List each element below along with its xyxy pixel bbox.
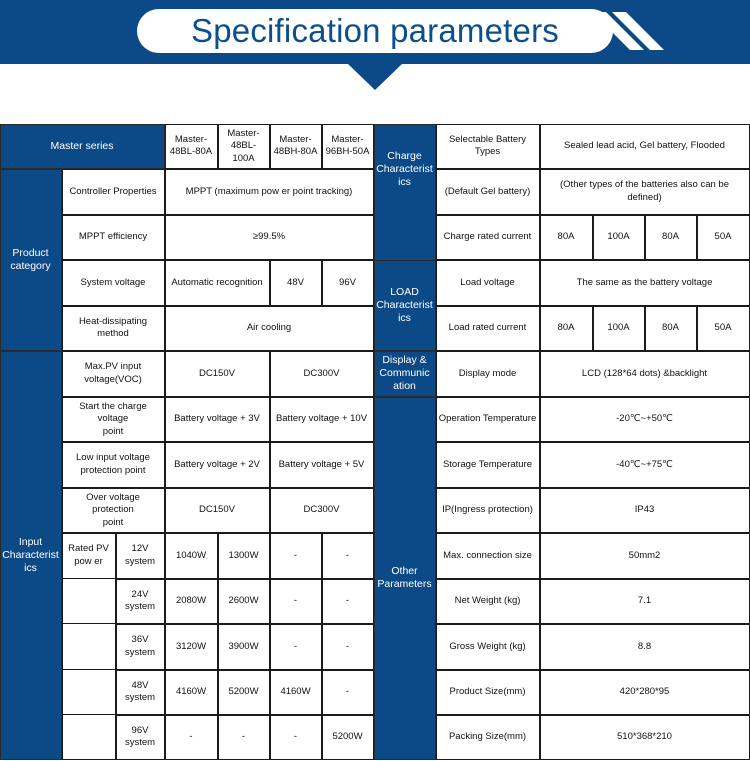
other-param-label-3-text: Max. connection size — [443, 549, 532, 561]
low-input-protection-high-models-text: Battery voltage + 5V — [278, 458, 365, 470]
load-rated-current-2 — [645, 306, 697, 352]
other-param-value-0-text: -20℃~+50℃ — [616, 413, 673, 424]
rated-pv-value-2-0 — [165, 624, 218, 670]
other-parameters-group-text: Other Parameters — [377, 565, 432, 590]
default-battery-label-text: (Default Gel battery) — [444, 185, 531, 197]
charge-rated-current-0-text: 80A — [557, 231, 575, 242]
display-mode-label-text: Display mode — [458, 367, 517, 379]
other-param-label-7 — [436, 715, 540, 760]
system-voltage-96v-text: 96V — [339, 276, 356, 288]
model-header-2 — [270, 124, 322, 170]
load-rated-current-0-text: 80A — [557, 322, 575, 333]
controller-properties-value-text: MPPT (maximum pow er point tracking) — [185, 185, 353, 197]
rated-pv-system-4-text: 96V system — [124, 724, 156, 749]
model-header-3 — [322, 124, 374, 170]
low-input-protection-label — [62, 442, 165, 488]
controller-properties-value — [165, 169, 374, 215]
display-mode-label — [436, 351, 540, 397]
charge-rated-current-1 — [593, 215, 645, 261]
low-input-protection-label-text: Low input voltage protection point — [76, 452, 150, 476]
rated-pv-power-spacer — [62, 624, 116, 670]
max-pv-voltage-high-models-text: DC300V — [303, 367, 340, 379]
other-param-value-5-text: 8.8 — [637, 640, 652, 652]
rated-pv-value-1-2 — [270, 579, 322, 625]
rated-pv-value-4-2 — [270, 715, 322, 760]
default-battery-value-text: (Other types of the batteries also can be defined) — [560, 179, 729, 203]
input-characteristics-group-text: Input Characterist ics — [2, 535, 59, 574]
heat-dissipating-label-text: Heat-dissipating method — [78, 315, 148, 340]
rated-pv-value-4-0-text: - — [189, 731, 193, 742]
rated-pv-power-spacer — [62, 579, 116, 625]
rated-pv-value-0-1-text: 1300W — [228, 549, 259, 561]
heat-dissipating-value-text: Air cooling — [246, 322, 292, 333]
mppt-efficiency-label-text: MPPT efficiency — [78, 231, 148, 242]
rated-pv-value-3-2 — [270, 670, 322, 716]
rated-pv-value-0-3 — [322, 533, 374, 579]
rated-pv-value-3-2-text: 4160W — [280, 686, 311, 697]
rated-pv-value-3-1 — [218, 670, 270, 716]
display-communication-group-text: Display & Communic ation — [379, 354, 430, 393]
rated-pv-value-1-0 — [165, 579, 218, 625]
charge-characteristics-group-cont — [374, 215, 436, 261]
mppt-efficiency-value-text: ≥99.5% — [252, 231, 286, 242]
model-header-1 — [218, 124, 270, 170]
charge-rated-current-1-text: 100A — [607, 231, 630, 242]
rated-pv-value-1-1 — [218, 579, 270, 625]
default-battery-label — [436, 169, 540, 215]
max-pv-voltage-low-models-text: DC150V — [199, 367, 235, 379]
load-rated-current-2-text: 80A — [662, 322, 679, 333]
other-param-label-3 — [436, 533, 540, 579]
input-characteristics-group — [0, 351, 62, 760]
start-charge-label-text: Start the charge voltage point — [79, 400, 147, 437]
over-voltage-protection-high-models-text: DC300V — [303, 504, 340, 515]
rated-pv-value-3-3-text: - — [345, 686, 350, 697]
battery-types-value — [540, 124, 750, 170]
load-rated-current-3 — [697, 306, 750, 352]
rated-pv-system-1 — [116, 579, 165, 625]
rated-pv-value-1-1-text: 2600W — [228, 595, 259, 606]
system-voltage-48v — [270, 260, 322, 306]
battery-types-label — [436, 124, 540, 170]
heat-dissipating-value — [165, 306, 374, 352]
system-voltage-label-text: System voltage — [80, 276, 146, 288]
charge-rated-current-3 — [697, 215, 750, 261]
product-category-group — [0, 169, 62, 351]
load-characteristics-group-text: LOAD Characterist ics — [376, 286, 433, 324]
max-pv-voltage-label-text: Max.PV input voltage(VOC) — [84, 361, 142, 385]
load-rated-current-label — [436, 306, 540, 352]
battery-types-label-text: Selectable Battery Types — [448, 133, 527, 158]
other-param-value-1-text: -40℃~+75℃ — [616, 458, 673, 470]
other-param-value-2 — [540, 488, 750, 534]
load-rated-current-label-text: Load rated current — [448, 322, 527, 333]
rated-pv-value-2-3 — [322, 624, 374, 670]
master-series-header — [0, 124, 165, 170]
other-param-label-7-text: Packing Size(mm) — [448, 731, 527, 742]
other-param-value-2-text: IP43 — [634, 504, 655, 515]
other-param-value-6 — [540, 670, 750, 716]
load-rated-current-1 — [593, 306, 645, 352]
rated-pv-value-2-3-text: - — [345, 640, 350, 652]
rated-pv-value-3-0-text: 4160W — [175, 686, 207, 697]
charge-rated-current-0 — [540, 215, 593, 261]
charge-characteristics-group-text: Charge Characterist ics — [376, 150, 433, 188]
charge-rated-current-3-text: 50A — [714, 231, 732, 242]
other-param-value-4 — [540, 579, 750, 625]
rated-pv-value-4-1-text: - — [241, 731, 246, 742]
rated-pv-system-2 — [116, 624, 165, 670]
other-param-label-5 — [436, 624, 540, 670]
rated-pv-power-label-text: Rated PV pow er — [68, 543, 109, 567]
over-voltage-protection-high-models — [270, 488, 374, 534]
rated-pv-system-0-text: 12V system — [124, 543, 156, 567]
other-param-label-2-text: IP(Ingress protection) — [442, 504, 533, 515]
rated-pv-value-1-3-text: - — [345, 595, 350, 606]
other-param-value-5 — [540, 624, 750, 670]
other-param-label-6-text: Product Size(mm) — [449, 686, 526, 697]
over-voltage-protection-low-models — [165, 488, 270, 534]
rated-pv-system-0 — [116, 533, 165, 579]
spec-table — [0, 124, 750, 760]
rated-pv-value-0-2 — [270, 533, 322, 579]
over-voltage-protection-low-models-text: DC150V — [199, 504, 235, 515]
display-communication-group — [374, 351, 436, 397]
other-param-value-7-text: 510*368*210 — [617, 731, 672, 742]
rated-pv-value-1-2-text: - — [293, 595, 298, 606]
rated-pv-value-3-1-text: 5200W — [228, 686, 259, 697]
other-param-value-0 — [540, 397, 750, 443]
rated-pv-power-label — [62, 533, 116, 579]
rated-pv-system-3 — [116, 670, 165, 716]
product-category-group-text: Product category — [10, 247, 51, 272]
other-param-label-1-text: Storage Temperature — [442, 458, 533, 470]
other-parameters-group — [374, 397, 436, 760]
controller-properties-label — [62, 169, 165, 215]
charge-rated-current-2 — [645, 215, 697, 261]
low-input-protection-low-models-text: Battery voltage + 2V — [174, 458, 260, 470]
rated-pv-value-3-3 — [322, 670, 374, 716]
other-param-label-4-text: Net Weight (kg) — [454, 595, 521, 606]
rated-pv-value-0-0 — [165, 533, 218, 579]
model-header-1-text: Master- 48BL-100A — [227, 127, 260, 164]
load-rated-current-1-text: 100A — [607, 322, 630, 333]
other-param-value-3-text: 50mm2 — [628, 549, 661, 561]
model-header-0-text: Master- 48BL-80A — [169, 133, 213, 158]
banner-arrow — [348, 64, 402, 90]
rated-pv-value-2-1-text: 3900W — [228, 640, 259, 652]
other-param-label-0-text: Operation Temperature — [438, 413, 537, 424]
page-title: Specification parameters — [191, 12, 559, 49]
load-voltage-value — [540, 260, 750, 306]
rated-pv-value-2-1 — [218, 624, 270, 670]
rated-pv-power-spacer — [62, 670, 116, 716]
charge-rated-current-label-text: Charge rated current — [443, 231, 532, 242]
rated-pv-value-2-2 — [270, 624, 322, 670]
rated-pv-system-2-text: 36V system — [124, 634, 156, 658]
load-voltage-value-text: The same as the battery voltage — [576, 276, 713, 288]
display-mode-value — [540, 351, 750, 397]
other-param-value-3 — [540, 533, 750, 579]
over-voltage-protection-label-text: Over voltage protection point — [86, 491, 140, 528]
rated-pv-system-3-text: 48V system — [124, 679, 156, 704]
battery-types-value-text: Sealed lead acid, Gel battery, Flooded — [564, 140, 725, 151]
rated-pv-value-1-3 — [322, 579, 374, 625]
rated-pv-power-spacer — [62, 715, 116, 760]
charge-characteristics-group — [374, 124, 436, 215]
master-series-header-text: Master series — [50, 139, 114, 152]
start-charge-high-models — [270, 397, 374, 443]
rated-pv-value-3-0 — [165, 670, 218, 716]
rated-pv-system-1-text: 24V system — [124, 588, 156, 613]
default-battery-value — [540, 169, 750, 215]
load-voltage-label — [436, 260, 540, 306]
model-header-3-text: Master- 96BH-50A — [325, 133, 370, 158]
system-voltage-48v-text: 48V — [287, 276, 304, 288]
system-voltage-auto-text: Automatic recognition — [171, 276, 263, 288]
other-param-label-6 — [436, 670, 540, 716]
low-input-protection-low-models — [165, 442, 270, 488]
rated-pv-value-2-2-text: - — [293, 640, 298, 652]
start-charge-high-models-text: Battery voltage + 10V — [275, 413, 368, 424]
rated-pv-value-0-0-text: 1040W — [175, 549, 207, 561]
rated-pv-value-2-0-text: 3120W — [175, 640, 207, 652]
other-param-label-4 — [436, 579, 540, 625]
model-header-0 — [165, 124, 218, 170]
charge-rated-current-2-text: 80A — [662, 231, 679, 242]
mppt-efficiency-value — [165, 215, 374, 261]
heat-dissipating-label — [62, 306, 165, 352]
rated-pv-system-4 — [116, 715, 165, 760]
other-param-value-7 — [540, 715, 750, 760]
rated-pv-value-1-0-text: 2080W — [175, 595, 207, 606]
model-header-2-text: Master- 48BH-80A — [273, 133, 318, 158]
other-param-label-5-text: Gross Weight (kg) — [449, 640, 526, 652]
start-charge-low-models — [165, 397, 270, 443]
system-voltage-label — [62, 260, 165, 306]
system-voltage-96v — [322, 260, 374, 306]
start-charge-label — [62, 397, 165, 443]
other-param-label-0 — [436, 397, 540, 443]
max-pv-voltage-low-models — [165, 351, 270, 397]
display-mode-value-text: LCD (128*64 dots) &backlight — [581, 367, 708, 379]
rated-pv-value-4-2-text: - — [293, 731, 298, 742]
rated-pv-value-0-2-text: - — [293, 549, 298, 561]
load-rated-current-3-text: 50A — [714, 322, 732, 333]
controller-properties-label-text: Controller Properties — [69, 185, 157, 197]
max-pv-voltage-high-models — [270, 351, 374, 397]
other-param-value-6-text: 420*280*95 — [619, 686, 670, 697]
other-param-label-1 — [436, 442, 540, 488]
low-input-protection-high-models — [270, 442, 374, 488]
load-voltage-label-text: Load voltage — [460, 276, 515, 288]
rated-pv-value-0-3-text: - — [345, 549, 350, 561]
other-param-value-4-text: 7.1 — [637, 595, 652, 606]
other-param-label-2 — [436, 488, 540, 534]
mppt-efficiency-label — [62, 215, 165, 261]
rated-pv-value-4-3 — [322, 715, 374, 760]
load-rated-current-0 — [540, 306, 593, 352]
rated-pv-value-4-1 — [218, 715, 270, 760]
max-pv-voltage-label — [62, 351, 165, 397]
over-voltage-protection-label — [62, 488, 165, 534]
start-charge-low-models-text: Battery voltage + 3V — [174, 413, 260, 424]
rated-pv-value-4-0 — [165, 715, 218, 760]
rated-pv-value-0-1 — [218, 533, 270, 579]
charge-rated-current-label — [436, 215, 540, 261]
other-param-value-1 — [540, 442, 750, 488]
load-characteristics-group — [374, 260, 436, 351]
rated-pv-value-4-3-text: 5200W — [332, 731, 363, 742]
system-voltage-auto — [165, 260, 270, 306]
